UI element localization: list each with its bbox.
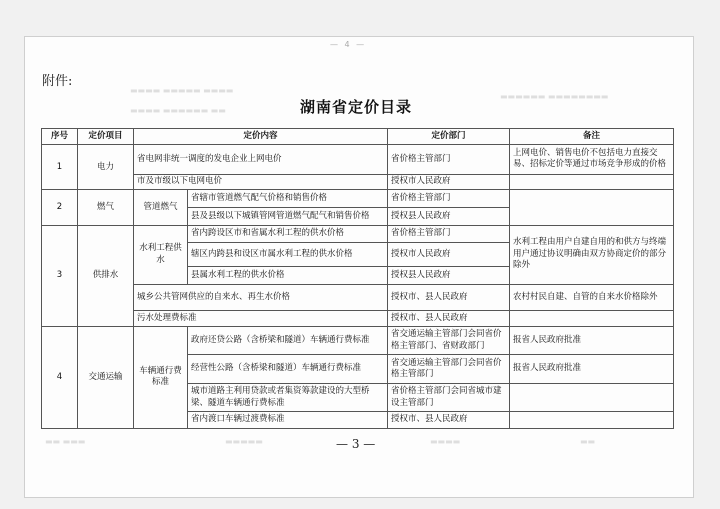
table-row — [42, 225, 674, 243]
pricing-content: 市及市级以下电网电价 — [134, 174, 388, 190]
pricing-content: 经营性公路（含桥梁和隧道）车辆通行费标准 — [188, 355, 388, 383]
pricing-note: 报省人民政府批准 — [510, 326, 674, 355]
attachment-label: 附件: — [42, 74, 73, 89]
pricing-dept: 授权市、县人民政府 — [388, 311, 510, 327]
pricing-dept: 省价格主管部门 — [388, 190, 510, 208]
row-number: 2 — [42, 190, 78, 225]
bleed-through-text: ▬▬▬▬▬▬ ▬▬▬▬▬▬▬▬ — [500, 92, 609, 101]
table-header-row — [42, 129, 674, 145]
pricing-dept: 省交通运输主管部门会同省价格主管部门、省财政部门 — [388, 326, 510, 355]
bleed-through-text: ▬▬▬▬ ▬▬▬▬▬▬ ▬▬ — [130, 106, 226, 115]
pricing-item: 交通运输 — [78, 326, 134, 428]
pricing-content: 县及县级以下城镇管网管道燃气配气和销售价格 — [188, 208, 388, 226]
table-row — [42, 284, 674, 310]
pricing-dept: 授权市、县人民政府 — [388, 284, 510, 310]
bleed-through-text: ▬▬▬▬ ▬▬▬▬▬ ▬▬▬▬ — [130, 86, 234, 95]
table-row — [42, 326, 674, 355]
pricing-content: 省内跨设区市和省属水利工程的供水价格 — [188, 225, 388, 243]
top-page-mark: — 4 — — [330, 40, 367, 49]
pricing-note: 农村村民自建、自管的自来水价格除外 — [510, 284, 674, 310]
pricing-item: 燃气 — [78, 190, 134, 225]
pricing-content: 辖区内跨县和设区市属水利工程的供水价格 — [188, 243, 388, 267]
pricing-content: 城市道路主利用贷款或者集资筹款建设的大型桥梁、隧道车辆通行费标准 — [188, 383, 388, 412]
pricing-dept: 授权县人民政府 — [388, 208, 510, 226]
bleed-through-text: ▬▬ — [580, 437, 596, 446]
pricing-content: 省内渡口车辆过渡费标准 — [188, 412, 388, 429]
pricing-subitem: 水利工程供水 — [134, 225, 188, 284]
bleed-through-text: ▬▬▬▬ — [430, 437, 461, 446]
pricing-content: 省辖市管道燃气配气价格和销售价格 — [188, 190, 388, 208]
pricing-item: 供排水 — [78, 225, 134, 326]
pricing-dept: 省价格主管部门会同省城市建设主管部门 — [388, 383, 510, 412]
pricing-dept: 省价格主管部门 — [388, 145, 510, 175]
row-number: 4 — [42, 326, 78, 428]
pricing-dept: 授权市、县人民政府 — [388, 412, 510, 429]
pricing-catalog-table — [41, 128, 674, 429]
table-row — [42, 174, 674, 190]
pricing-content: 县属水利工程的供水价格 — [188, 267, 388, 285]
pricing-note — [510, 383, 674, 412]
pricing-note — [510, 190, 674, 225]
page-title: 湖南省定价目录 — [300, 98, 413, 116]
header-note: 备注 — [510, 129, 674, 145]
pricing-note: 水利工程由用户自建自用的和供方与终端用户通过协议明确由双方协商定价的部分除外 — [510, 225, 674, 284]
header-content: 定价内容 — [134, 129, 388, 145]
pricing-dept: 授权市人民政府 — [388, 243, 510, 267]
pricing-content: 省电网非统一调度的发电企业上网电价 — [134, 145, 388, 175]
pricing-dept: 省交通运输主管部门会同省价格主管部门 — [388, 355, 510, 383]
header-item: 定价项目 — [78, 129, 134, 145]
pricing-note — [510, 311, 674, 327]
pricing-content: 城乡公共管网供应的自来水、再生水价格 — [134, 284, 388, 310]
pricing-note — [510, 174, 674, 190]
row-number: 1 — [42, 145, 78, 190]
header-dept: 定价部门 — [388, 129, 510, 145]
pricing-note: 上网电价、销售电价不包括电力直接交易、招标定价等通过市场竞争形成的价格 — [510, 145, 674, 175]
pricing-dept: 授权市人民政府 — [388, 174, 510, 190]
pricing-note — [510, 412, 674, 429]
pricing-dept: 省价格主管部门 — [388, 225, 510, 243]
header-no: 序号 — [42, 129, 78, 145]
pricing-item: 电力 — [78, 145, 134, 190]
bleed-through-text: ▬▬ ▬▬▬ — [45, 437, 86, 446]
page-number: — 3 — — [336, 437, 376, 451]
pricing-content: 政府还贷公路（含桥梁和隧道）车辆通行费标准 — [188, 326, 388, 355]
pricing-subitem: 管道燃气 — [134, 190, 188, 225]
pricing-note: 报省人民政府批准 — [510, 355, 674, 383]
table-row — [42, 311, 674, 327]
pricing-dept: 授权县人民政府 — [388, 267, 510, 285]
pricing-content: 污水处理费标准 — [134, 311, 388, 327]
pricing-subitem: 车辆通行费标准 — [134, 326, 188, 428]
bleed-through-text: ▬▬▬▬▬ — [225, 437, 263, 446]
table-row — [42, 190, 674, 208]
row-number: 3 — [42, 225, 78, 326]
table-row — [42, 145, 674, 175]
